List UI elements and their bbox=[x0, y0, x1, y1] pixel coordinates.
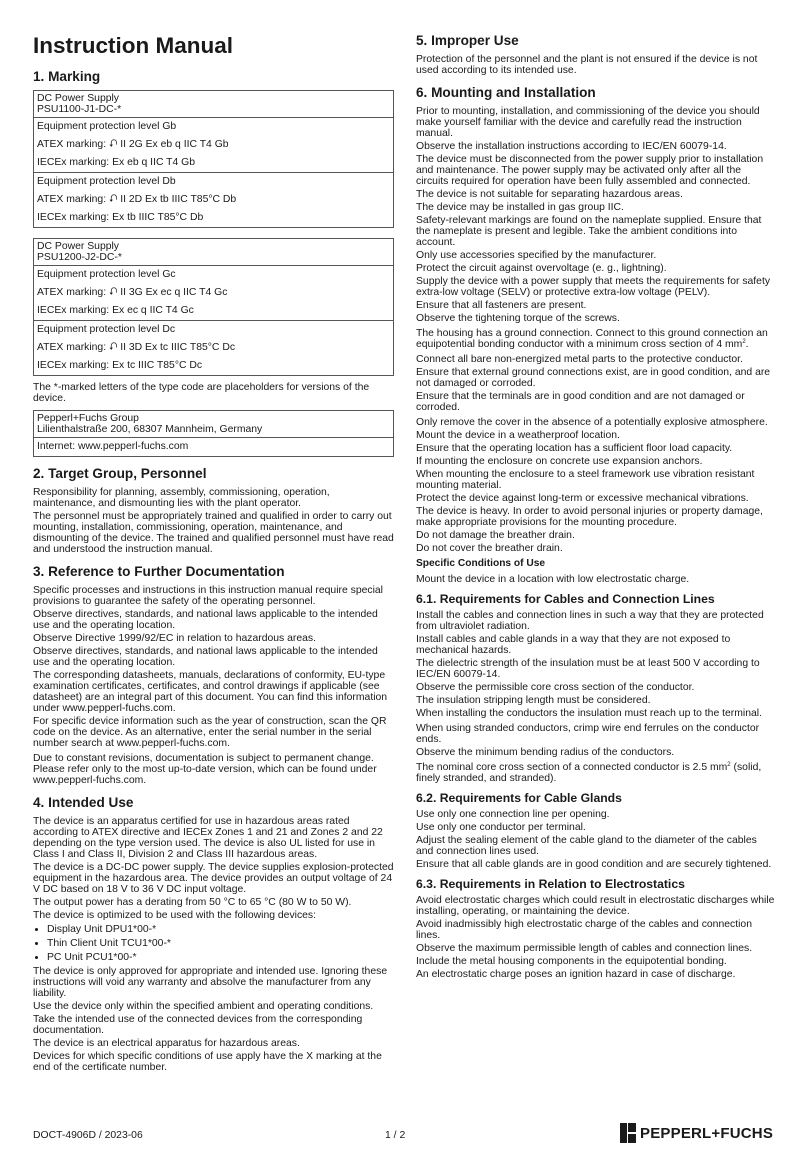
mounting-p9: Supply the device with a power supply that meets the requirements for safety extra-low voltage (SELV) or protective extra-low voltage (PELV). bbox=[416, 276, 771, 298]
dc-level: Equipment protection level Dc bbox=[34, 320, 393, 339]
cables-p5: The insulation stripping length must be considered. bbox=[416, 695, 651, 706]
mounting-p22: The device is heavy. In order to avoid personal injuries or property damage, make appropriate provisions for the mounting procedure. bbox=[416, 506, 763, 528]
target-p2: The personnel must be appropriately trained and qualified in order to carry out mounting, installation, commissioning, operation, maintenance, and dismounting of the device. The trained and qualified personnel must have read and understood the instruction manual. bbox=[33, 511, 394, 555]
mounting-p15: Ensure that the terminals are in good condition and are not damaged or corroded. bbox=[416, 391, 745, 413]
logo-mark-icon bbox=[620, 1123, 636, 1143]
mounting-p8: Protect the circuit against overvoltage (e. g., lightning). bbox=[416, 263, 667, 274]
list-item: • Display Unit DPU1*00-* bbox=[47, 924, 394, 935]
intended-p8: The device is an electrical apparatus for hazardous areas. bbox=[33, 1038, 300, 1049]
footer-page-number: 1 / 2 bbox=[385, 1130, 406, 1141]
psu1200-header bbox=[34, 239, 393, 266]
mounting-p2: Observe the installation instructions according to IEC/EN 60079-14. bbox=[416, 141, 727, 152]
pepperl-fuchs-logo bbox=[620, 1122, 773, 1144]
mounting-p5: The device may be installed in gas group IIC. bbox=[416, 202, 624, 213]
manufacturer-box bbox=[33, 410, 394, 457]
section-improper-heading: 5. Improper Use bbox=[416, 33, 519, 48]
mounting-p23: Do not damage the breather drain. bbox=[416, 530, 575, 541]
gb-atex: ATEX marking: ⮏ II 2G Ex eb q IIC T4 Gb bbox=[37, 139, 229, 150]
manufacturer-address-block bbox=[34, 411, 393, 438]
cross-section-end: (solid, finely stranded, and stranded). bbox=[416, 762, 762, 784]
db-level: Equipment protection level Db bbox=[34, 172, 393, 191]
mounting-p6: Safety-relevant markings are found on the nameplate supplied. Ensure that the nameplate is present and legible. Take the ambient conditions into account. bbox=[416, 215, 762, 248]
mounting-p13: Connect all bare non-energized metal parts to the protective conductor. bbox=[416, 354, 743, 365]
intended-p4: The device is optimized to be used with the following devices: bbox=[33, 910, 317, 921]
footer-doc-code: DOCT-4906D / 2023-06 bbox=[33, 1130, 143, 1141]
mounting-p12 bbox=[416, 328, 776, 350]
gc-iecex: IECEx marking: Ex ec q IIC T4 Gc bbox=[37, 305, 194, 316]
device-list bbox=[33, 924, 394, 963]
manufacturer-name: Pepperl+Fuchs Group bbox=[37, 413, 139, 424]
mounting-p1: Prior to mounting, installation, and commissioning of the device you should make yourself familiar with the device and carefully read the instruction manual. bbox=[416, 106, 760, 139]
electrostatics-p5: An electrostatic charge poses an ignition hazard in case of discharge. bbox=[416, 969, 736, 980]
psu1100-type: PSU1100-J1-DC-* bbox=[37, 104, 122, 115]
reference-p1: Specific processes and instructions in this instruction manual require special provisions to guarantee the safety of the operating personnel. bbox=[33, 585, 383, 607]
logo-text: PEPPERL+FUCHS bbox=[640, 1124, 774, 1142]
mounting-p3: The device must be disconnected from the power supply prior to installation and maintenance. The power supply may be activated only after all the circuits required for operation have been fully assembled and connected. bbox=[416, 154, 764, 187]
reference-p4: Observe directives, standards, and national laws applicable to the intended use and the operating location. bbox=[33, 646, 378, 668]
glands-p2: Use only one conductor per terminal. bbox=[416, 822, 586, 833]
reference-p3: Observe Directive 1999/92/EC in relation to hazardous areas. bbox=[33, 633, 317, 644]
mounting-p16: Only remove the cover in the absence of a potentially explosive atmosphere. bbox=[416, 417, 768, 428]
mounting-p10: Ensure that all fasteners are present. bbox=[416, 300, 587, 311]
intended-p9: Devices for which specific conditions of use apply have the X marking at the end of the certificate number. bbox=[33, 1051, 382, 1073]
marking-box-psu1200 bbox=[33, 238, 394, 376]
page-title: Instruction Manual bbox=[33, 33, 234, 58]
section-glands-heading: 6.2. Requirements for Cable Glands bbox=[416, 791, 622, 805]
gc-level: Equipment protection level Gc bbox=[37, 269, 176, 280]
db-atex: ATEX marking: ⮏ II 2D Ex tb IIIC T85°C Db bbox=[37, 194, 237, 205]
psu1100-device: DC Power Supply bbox=[37, 93, 120, 104]
mounting-p19: If mounting the enclosure on concrete use expansion anchors. bbox=[416, 456, 703, 467]
electrostatics-p3: Observe the maximum permissible length of cables and connection lines. bbox=[416, 943, 753, 954]
mounting-p17: Mount the device in a weatherproof location. bbox=[416, 430, 620, 441]
gb-level: Equipment protection level Gb bbox=[37, 121, 177, 132]
cables-p8: Observe the minimum bending radius of the conductors. bbox=[416, 747, 675, 758]
mounting-p18: Ensure that the operating location has a sufficient floor load capacity. bbox=[416, 443, 733, 454]
cables-p2: Install cables and cable glands in a way that they are not exposed to mechanical hazards. bbox=[416, 634, 731, 656]
section-cables-heading: 6.1. Requirements for Cables and Connection Lines bbox=[416, 592, 715, 606]
psu1100-header bbox=[34, 91, 393, 118]
target-p1: Responsibility for planning, assembly, commissioning, operation, maintenance, and dismounting lies with the plant operator. bbox=[33, 487, 330, 509]
db-iecex: IECEx marking: Ex tb IIIC T85°C Db bbox=[37, 212, 204, 223]
reference-p2: Observe directives, standards, and national laws applicable to the intended use and the operating location. bbox=[33, 609, 378, 631]
marking-box-psu1100 bbox=[33, 90, 394, 228]
electrostatics-p1: Avoid electrostatic charges which could result in electrostatic discharges while installing, operating, or maintaining the device. bbox=[416, 895, 775, 917]
right-column bbox=[416, 30, 776, 982]
mounting-p21: Protect the device against long-term or excessive mechanical vibrations. bbox=[416, 493, 749, 504]
mounting-p4: The device is not suitable for separating hazardous areas. bbox=[416, 189, 683, 200]
section-reference-heading: 3. Reference to Further Documentation bbox=[33, 564, 285, 579]
cables-p3: The dielectric strength of the insulation must be at least 500 V according to IEC/EN 60079-14. bbox=[416, 658, 760, 680]
gb-iecex: IECEx marking: Ex eb q IIC T4 Gb bbox=[37, 157, 196, 168]
dc-iecex: IECEx marking: Ex tc IIIC T85°C Dc bbox=[37, 360, 203, 371]
dc-atex: ATEX marking: ⮏ II 3D Ex tc IIIC T85°C Dc bbox=[37, 342, 236, 353]
placeholder-note: The *-marked letters of the type code are placeholders for versions of the device. bbox=[33, 382, 370, 404]
mounting-p7: Only use accessories specified by the manufacturer. bbox=[416, 250, 657, 261]
section-marking-heading: 1. Marking bbox=[33, 69, 101, 84]
left-column bbox=[33, 30, 394, 1075]
section-electrostatics-heading: 6.3. Requirements in Relation to Electrostatics bbox=[416, 877, 685, 891]
cables-p4: Observe the permissible core cross section of the conductor. bbox=[416, 682, 695, 693]
cross-section-sup: 2 bbox=[727, 762, 731, 768]
mounting-p24: Do not cover the breather drain. bbox=[416, 543, 563, 554]
electrostatics-p4: Include the metal housing components in the equipotential bonding. bbox=[416, 956, 727, 967]
cables-p7: When using stranded conductors, crimp wire end ferrules on the conductor ends. bbox=[416, 723, 760, 745]
cables-p9 bbox=[416, 762, 776, 784]
specific-conditions-p1: Mount the device in a location with low electrostatic charge. bbox=[416, 574, 690, 585]
ground-sup: 2 bbox=[742, 339, 746, 345]
psu1200-device: DC Power Supply bbox=[37, 241, 120, 252]
section-intended-heading: 4. Intended Use bbox=[33, 795, 134, 810]
mounting-p11: Observe the tightening torque of the screws. bbox=[416, 313, 620, 324]
reference-p5: The corresponding datasheets, manuals, declarations of conformity, EU-type examination certificates, certificates, and control drawings if applicable (see datasheet) are an integral part of this document. You can find this information under www.pepperl-fuchs.com. bbox=[33, 670, 388, 714]
list-item: • PC Unit PCU1*00-* bbox=[47, 952, 394, 963]
intended-p3: The output power has a derating from 50 °C to 65 °C (80 W to 50 W). bbox=[33, 897, 352, 908]
improper-p1: Protection of the personnel and the plant is not ensured if the device is not used according to its intended use. bbox=[416, 54, 758, 76]
glands-p1: Use only one connection line per opening. bbox=[416, 809, 610, 820]
ground-text: The housing has a ground connection. Connect to this ground connection an equipotential bonding conductor with a minimum cross section of 4 mm bbox=[416, 328, 768, 350]
manufacturer-address: Lilienthalstraße 200, 68307 Mannheim, Germany bbox=[37, 424, 263, 435]
intended-p5: The device is only approved for appropriate and intended use. Ignoring these instructions will void any warranty and absolve the manufacturer from any liability. bbox=[33, 966, 388, 999]
specific-conditions-heading: Specific Conditions of Use bbox=[416, 558, 546, 569]
ground-end: . bbox=[745, 339, 749, 350]
section-target-heading: 2. Target Group, Personnel bbox=[33, 466, 207, 481]
intended-p1: The device is an apparatus certified for use in hazardous areas rated according to ATEX directive and IECEx Zones 1 and 21 and Zones 2 and 22 depending on the type version used. The device is also UL listed for use in Class I and Class II, Division 2 and Class III hazardous areas. bbox=[33, 816, 383, 860]
glands-p3: Adjust the sealing element of the cable gland to the diameter of the cables and connection lines used. bbox=[416, 835, 757, 857]
section-mounting-heading: 6. Mounting and Installation bbox=[416, 85, 596, 100]
reference-p7: Due to constant revisions, documentation is subject to permanent change. Please refer only to the most up-to-date version, which can be found under www.pepperl-fuchs.com. bbox=[33, 753, 377, 786]
reference-p6: For specific device information such as the year of construction, scan the QR code on the device. As an alternative, enter the serial number in the serial number search at www.pepperl-fuchs.com. bbox=[33, 716, 387, 749]
intended-p7: Take the intended use of the connected devices from the corresponding documentation. bbox=[33, 1014, 363, 1036]
gc-atex: ATEX marking: ⮏ II 3G Ex ec q IIC T4 Gc bbox=[37, 287, 228, 298]
cross-section-text: The nominal core cross section of a connected conductor is 2.5 mm bbox=[416, 762, 728, 773]
mounting-p20: When mounting the enclosure to a steel framework use vibration resistant mounting material. bbox=[416, 469, 755, 491]
cables-p6: When installing the conductors the insulation must reach up to the terminal. bbox=[416, 708, 762, 719]
electrostatics-p2: Avoid inadmissibly high electrostatic charge of the cables and connection lines. bbox=[416, 919, 752, 941]
psu1200-type: PSU1200-J2-DC-* bbox=[37, 252, 122, 263]
intended-p2: The device is a DC-DC power supply. The device supplies explosion-protected equipment in the hazardous area. The device provides an output voltage of 24 V DC based on 18 V to 36 V DC input voltage. bbox=[33, 862, 394, 895]
list-item: • Thin Client Unit TCU1*00-* bbox=[47, 938, 394, 949]
cables-p1: Install the cables and connection lines in such a way that they are protected from ultraviolet radiation. bbox=[416, 610, 764, 632]
manufacturer-internet: Internet: www.pepperl-fuchs.com bbox=[37, 441, 189, 452]
mounting-p14: Ensure that external ground connections exist, are in good condition, and are not damaged or corroded. bbox=[416, 367, 771, 389]
intended-p6: Use the device only within the specified ambient and operating conditions. bbox=[33, 1001, 374, 1012]
glands-p4: Ensure that all cable glands are in good condition and are securely tightened. bbox=[416, 859, 772, 870]
